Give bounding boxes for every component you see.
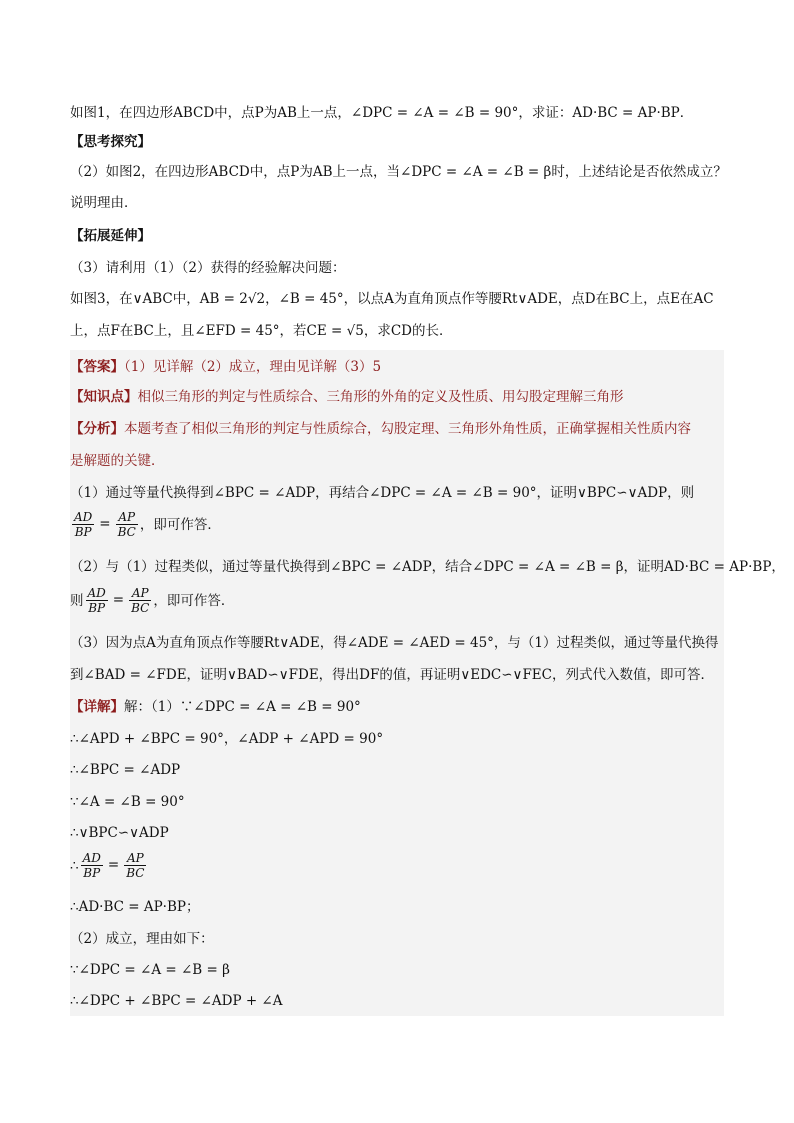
knowledge-line xyxy=(70,388,624,406)
detail-step-6: ∴AD·BC = AP·BP； xyxy=(70,899,200,915)
answer-text: （1）见详解（2）成立，理由见详解（3）5 xyxy=(124,359,382,375)
problem-line-5: 如图3，在∨ABC中，AB = 2√2，∠B = 45°，以点A为直角顶点作等腰Rt∨ADE，点D在BC上，点E在AC xyxy=(70,291,714,307)
analysis-step-2-prefix: 则 xyxy=(70,592,84,609)
detail-text: 解：（1）∵∠DPC = ∠A = ∠B = 90° xyxy=(124,699,361,715)
problem-line-2: （2）如图2，在四边形ABCD中，点P为AB上一点，当∠DPC = ∠A = ∠B = β时，上述结论是否依然成立？ xyxy=(70,164,727,180)
analysis-text-1: 本题考查了相似三角形的判定与性质综合，勾股定理、三角形外角性质，正确掌握相关性质内容 xyxy=(124,421,691,437)
detail-step-5-prefix: ∴ xyxy=(70,857,79,874)
analysis-line-2: 是解题的关键． xyxy=(70,453,165,469)
heading-think: 【思考探究】 xyxy=(70,134,151,150)
fraction-ad-bp-2: $\frac{AD}{BP}$ xyxy=(87,586,106,615)
detail-step-7: （2）成立，理由如下： xyxy=(70,931,214,947)
detail-step-9: ∴∠DPC + ∠BPC = ∠ADP + ∠A xyxy=(70,993,283,1009)
analysis-step-2-tail: ，即可作答． xyxy=(153,592,235,609)
heading-extension: 【拓展延伸】 xyxy=(70,228,151,244)
analysis-step-1-fraction-line: $\frac{AD}{BP}$ = $\frac{AP}{BC}$ ，即可作答． xyxy=(74,510,221,539)
detail-fraction-ad-bp: $\frac{AD}{BP}$ xyxy=(82,851,101,880)
detail-tag: 【详解】 xyxy=(70,699,124,715)
analysis-tag: 【分析】 xyxy=(70,421,124,437)
analysis-step-3-line-2: 到∠BAD = ∠FDE，证明∨BAD∽∨FDE，得出DF的值，再证明∨EDC∽∨FEC，列式代入数值，即可答． xyxy=(70,667,714,683)
answer-line xyxy=(70,358,381,376)
knowledge-text: 相似三角形的判定与性质综合、三角形的外角的定义及性质、用勾股定理解三角形 xyxy=(137,389,624,405)
detail-line xyxy=(70,698,361,716)
problem-line-3: 说明理由． xyxy=(70,195,138,211)
problem-line-6: 上，点F在BC上，且∠EFD = 45°，若CE = √5，求CD的长． xyxy=(70,323,453,339)
detail-fraction-ap-bc: $\frac{AP}{BC}$ xyxy=(126,851,145,880)
fraction-ad-bp: $\frac{AD}{BP}$ xyxy=(74,510,93,539)
problem-line-1: 如图1，在四边形ABCD中，点P为AB上一点，∠DPC = ∠A = ∠B = 90°，求证：AD·BC = AP·BP． xyxy=(70,105,694,121)
fraction-ap-bc-2: $\frac{AP}{BC}$ xyxy=(131,586,150,615)
knowledge-tag: 【知识点】 xyxy=(70,389,138,405)
answer-tag: 【答案】 xyxy=(70,359,124,375)
analysis-step-3-line-1: （3）因为点A为直角顶点作等腰Rt∨ADE，得∠ADE = ∠AED = 45°，与（1）过程类似，通过等量代换得 xyxy=(70,635,719,651)
analysis-step-1: （1）通过等量代换得到∠BPC = ∠ADP，再结合∠DPC = ∠A = ∠B = 90°，证明∨BPC∽∨ADP，则 xyxy=(70,485,695,501)
analysis-step-2: （2）与（1）过程类似，通过等量代换得到∠BPC = ∠ADP，结合∠DPC = ∠A = ∠B = β，证明AD·BC = AP·BP， xyxy=(70,559,785,575)
analysis-step-1-tail: ，即可作答． xyxy=(139,516,221,533)
detail-step-1: ∴∠APD + ∠BPC = 90°，∠ADP + ∠APD = 90° xyxy=(70,731,384,747)
analysis-step-2-fraction-line: 则 $\frac{AD}{BP}$ = $\frac{AP}{BC}$ ，即可作答． xyxy=(70,586,235,615)
analysis-line-1 xyxy=(70,420,691,438)
detail-step-5: ∴ $\frac{AD}{BP}$ = $\frac{AP}{BC}$ xyxy=(70,851,145,880)
fraction-ap-bc: $\frac{AP}{BC}$ xyxy=(117,510,136,539)
detail-step-3: ∵∠A = ∠B = 90° xyxy=(70,794,185,810)
problem-line-4: （3）请利用（1）（2）获得的经验解决问题： xyxy=(70,260,346,276)
detail-step-2: ∴∠BPC = ∠ADP xyxy=(70,762,181,778)
detail-step-8: ∵∠DPC = ∠A = ∠B = β xyxy=(70,962,230,978)
detail-step-4: ∴∨BPC∽∨ADP xyxy=(70,825,169,841)
